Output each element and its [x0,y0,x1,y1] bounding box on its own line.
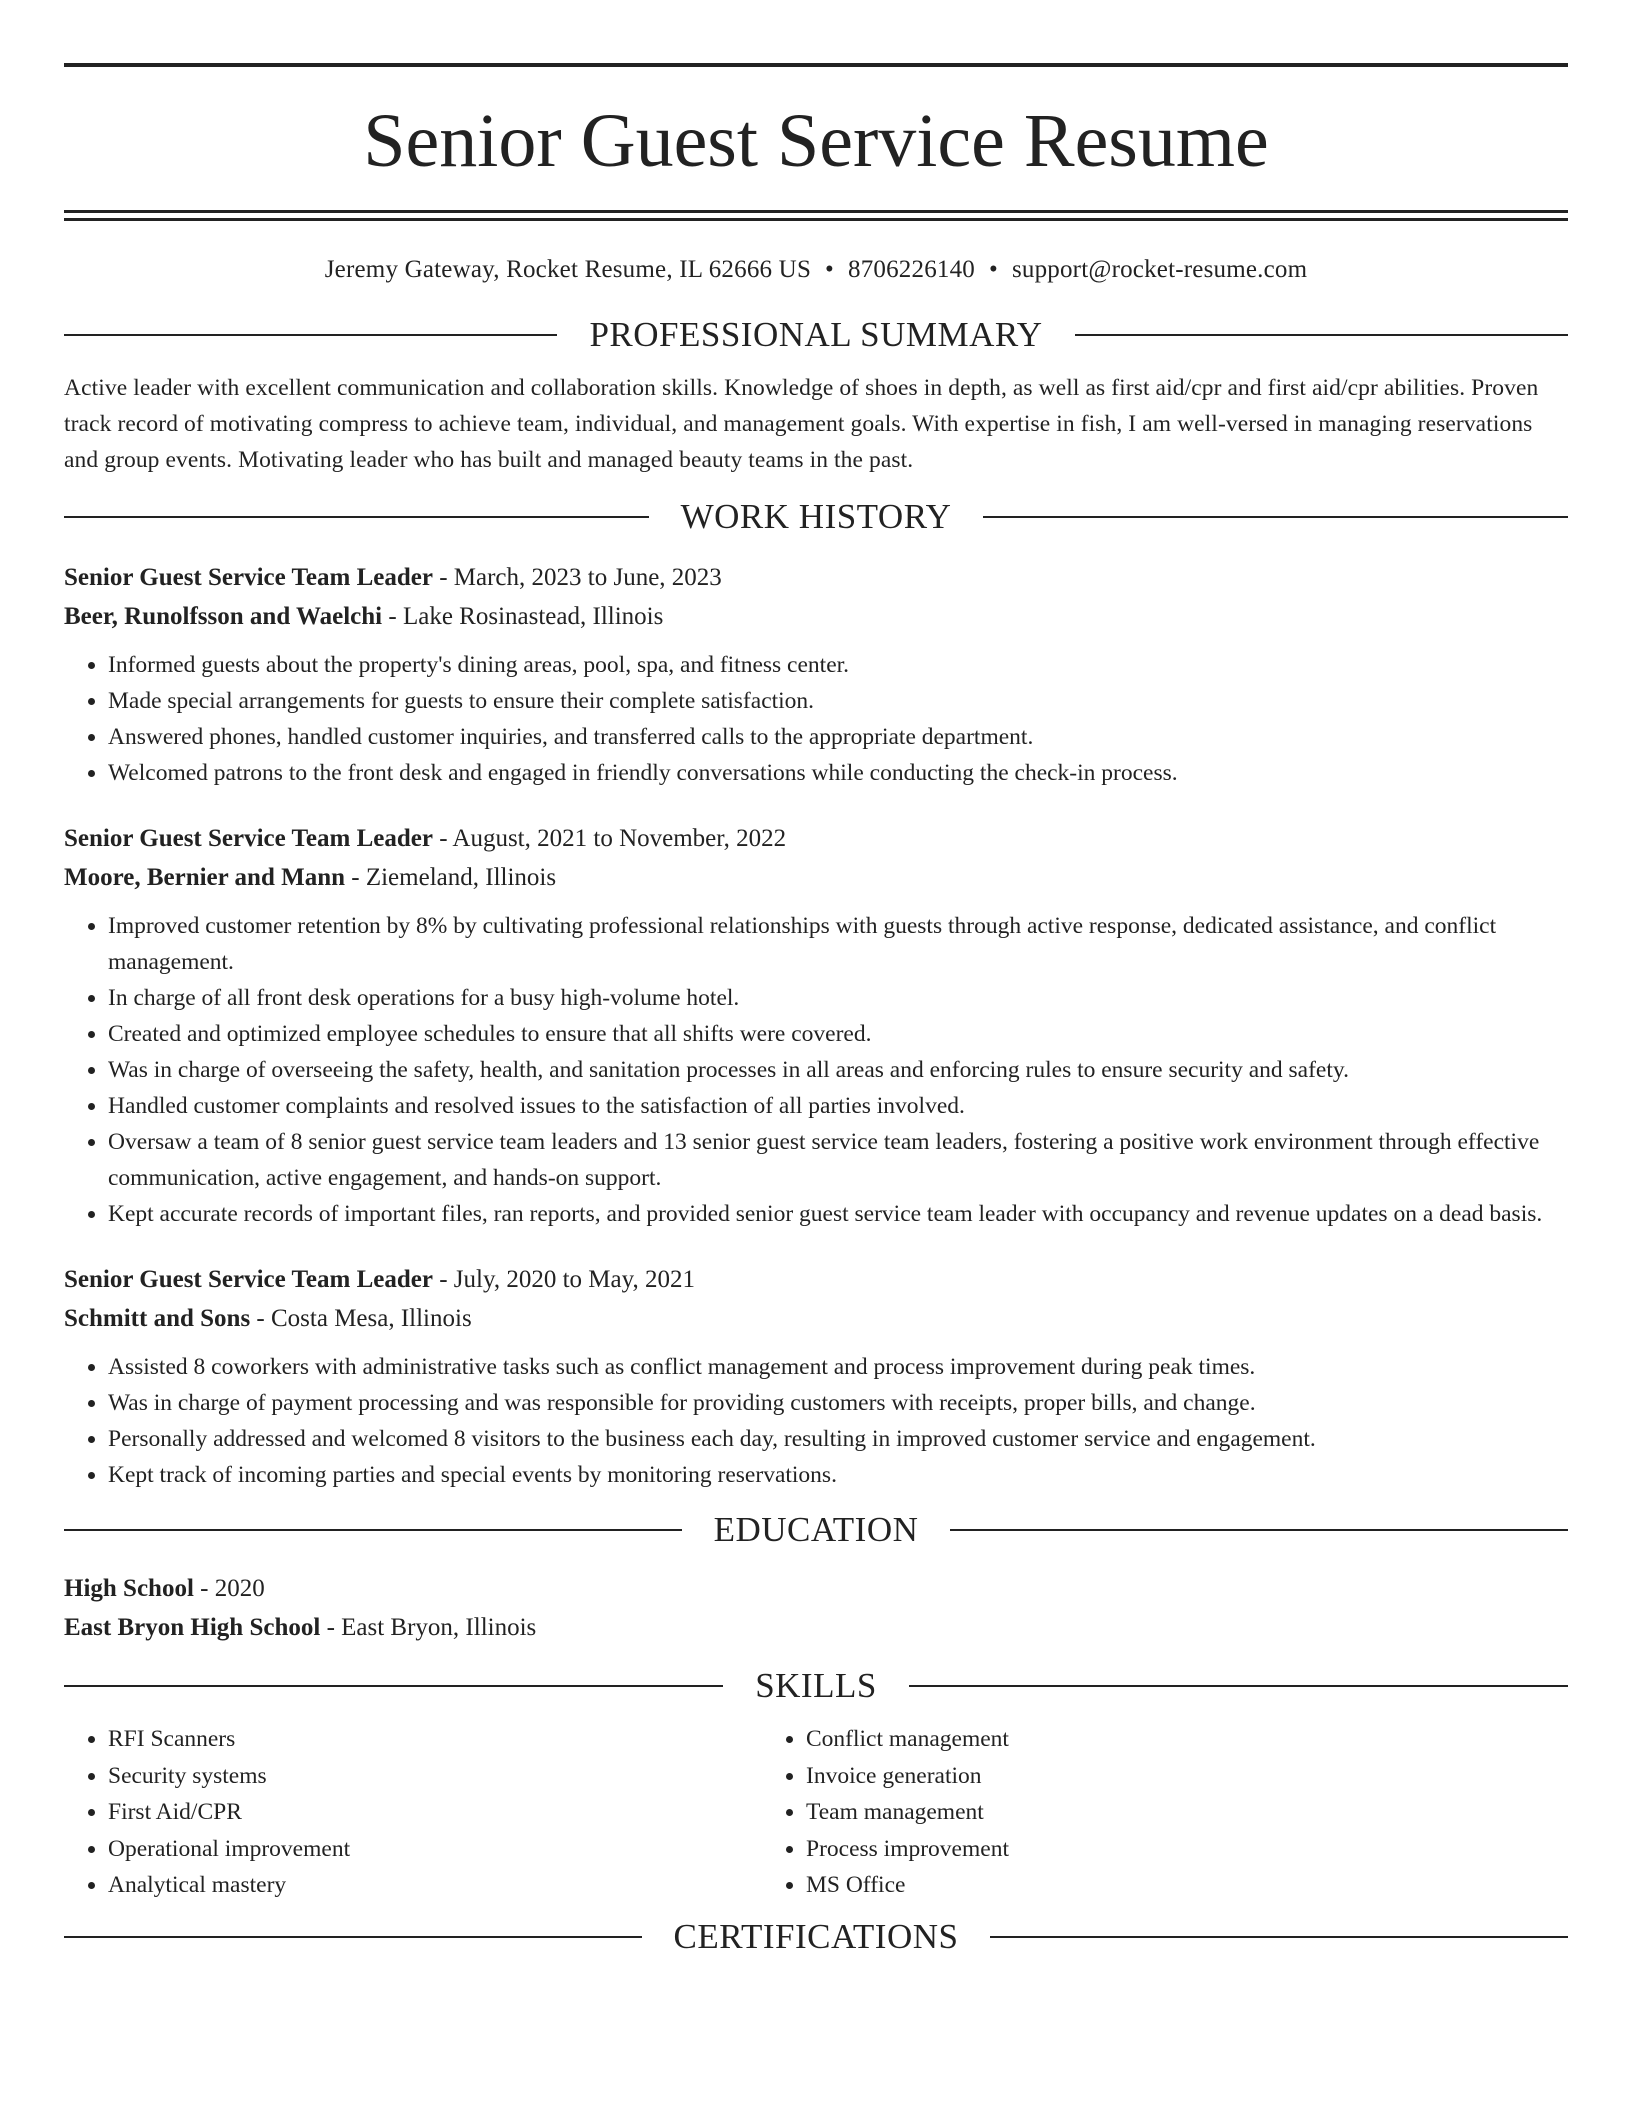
job-company-line [64,1299,1568,1338]
job-company-line [64,597,1568,636]
job-title: Senior Guest Service Team Leader [64,825,433,852]
list-item: • First Aid/CPR [108,1794,762,1831]
job-location: - Ziemeland, Illinois [345,864,557,891]
job-title-line [64,558,1568,597]
list-item: • Kept accurate records of important files, ran reports, and provided senior guest service team leader with occupancy and revenue updates on a dead basis. [108,1196,1568,1232]
contact-separator: • [989,256,998,283]
section-header-work [64,492,1568,542]
section-header-summary [64,310,1568,360]
section-rule [983,516,1568,518]
section-title: WORK HISTORY [680,497,952,536]
title-rule-upper [64,210,1568,213]
title-block [64,67,1568,210]
job-dates: - August, 2021 to November, 2022 [432,825,787,852]
list-item: • MS Office [806,1867,1568,1904]
job-company: Schmitt and Sons [64,1305,251,1332]
title-rule-lower [64,218,1568,221]
education-degree-line [64,1569,1568,1608]
section-rule [990,1936,1568,1938]
list-item: • RFI Scanners [108,1721,762,1758]
section-header-education [64,1505,1568,1555]
job-dates: - July, 2020 to May, 2021 [432,1266,695,1293]
education-degree: High School [64,1575,194,1602]
resume-page [64,0,1568,1962]
list-item: • Analytical mastery [108,1867,762,1904]
section-rule [1075,334,1568,336]
section-title: EDUCATION [713,1510,919,1549]
list-item: • Conflict management [806,1721,1568,1758]
education-school: East Bryon High School [64,1614,321,1641]
section-rule [64,1529,682,1531]
job-title: Senior Guest Service Team Leader [64,1266,433,1293]
job-entry [64,819,1568,1232]
job-title: Senior Guest Service Team Leader [64,564,433,591]
section-title: PROFESSIONAL SUMMARY [589,315,1043,354]
list-item: • Informed guests about the property's dining areas, pool, spa, and fitness center. [108,647,1568,683]
job-title-line [64,819,1568,858]
list-item: • Handled customer complaints and resolved issues to the satisfaction of all parties involved. [108,1088,1568,1124]
list-item: • Created and optimized employee schedules to ensure that all shifts were covered. [108,1016,1568,1052]
list-item: • Answered phones, handled customer inquiries, and transferred calls to the appropriate department. [108,719,1568,755]
skills-list [64,1721,1568,1904]
list-item: • Operational improvement [108,1831,762,1868]
job-bullets [64,1349,1568,1493]
contact-separator: • [825,256,834,283]
education-entry [64,1569,1568,1647]
list-item: • Personally addressed and welcomed 8 visitors to the business each day, resulting in improved customer service and engagement. [108,1421,1568,1457]
section-rule [909,1685,1568,1687]
list-item: • Invoice generation [806,1758,1568,1795]
skills-column-left [64,1721,762,1904]
contact-phone: 8706226140 [848,256,975,283]
list-item: • Team management [806,1794,1568,1831]
list-item: • Kept track of incoming parties and special events by monitoring reservations. [108,1457,1568,1493]
section-title: CERTIFICATIONS [673,1916,959,1956]
job-company: Beer, Runolfsson and Waelchi [64,603,383,630]
list-item: • In charge of all front desk operations for a busy high-volume hotel. [108,980,1568,1016]
job-title-line [64,1260,1568,1299]
job-location: - Lake Rosinastead, Illinois [382,603,664,630]
contact-email: support@rocket-resume.com [1011,256,1308,283]
job-bullets [64,647,1568,791]
section-title: SKILLS [755,1666,877,1705]
job-location: - Costa Mesa, Illinois [250,1305,472,1332]
contact-line [64,253,1568,287]
section-rule [64,1685,723,1687]
list-item: • Was in charge of overseeing the safety, health, and sanitation processes in all areas and enforcing rules to ensure security and safety. [108,1052,1568,1088]
list-item: • Made special arrangements for guests to ensure their complete satisfaction. [108,683,1568,719]
education-school-line [64,1608,1568,1647]
section-rule [950,1529,1568,1531]
section-rule [64,516,649,518]
section-header-skills [64,1661,1568,1711]
list-item: • Security systems [108,1758,762,1795]
contact-address: Jeremy Gateway, Rocket Resume, IL 62666 US [324,256,812,283]
list-item: • Oversaw a team of 8 senior guest service team leaders and 13 senior guest service team leaders, fostering a positive work environment through effective communication, active engagement, and hands-on support. [108,1124,1568,1196]
list-item: • Process improvement [806,1831,1568,1868]
resume-title: Senior Guest Service Resume [363,98,1269,183]
education-year: - 2020 [193,1575,265,1602]
professional-summary: Active leader with excellent communication and collaboration skills. Knowledge of shoes in depth, as well as first aid/cpr and first aid/cpr abilities. Proven track record of motivating compress to achieve team, individual, and management goals. With expertise in fish, I am well-versed in managing reservations and group events. Motivating leader who has built and managed beauty teams in the past. [64,375,1539,473]
section-header-certifications [64,1912,1568,1962]
skills-column-right [762,1721,1568,1904]
job-entry [64,558,1568,791]
job-company-line [64,858,1568,897]
section-rule [64,1936,642,1938]
list-item: • Improved customer retention by 8% by cultivating professional relationships with guests through active response, dedicated assistance, and conflict management. [108,908,1568,980]
job-bullets [64,908,1568,1232]
list-item: • Welcomed patrons to the front desk and engaged in friendly conversations while conducting the check-in process. [108,755,1568,791]
list-item: • Assisted 8 coworkers with administrative tasks such as conflict management and process improvement during peak times. [108,1349,1568,1385]
job-entry [64,1260,1568,1493]
job-dates: - March, 2023 to June, 2023 [432,564,722,591]
list-item: • Was in charge of payment processing and was responsible for providing customers with receipts, proper bills, and change. [108,1385,1568,1421]
education-location: - East Bryon, Illinois [320,1614,537,1641]
job-company: Moore, Bernier and Mann [64,864,346,891]
section-rule [64,334,557,336]
